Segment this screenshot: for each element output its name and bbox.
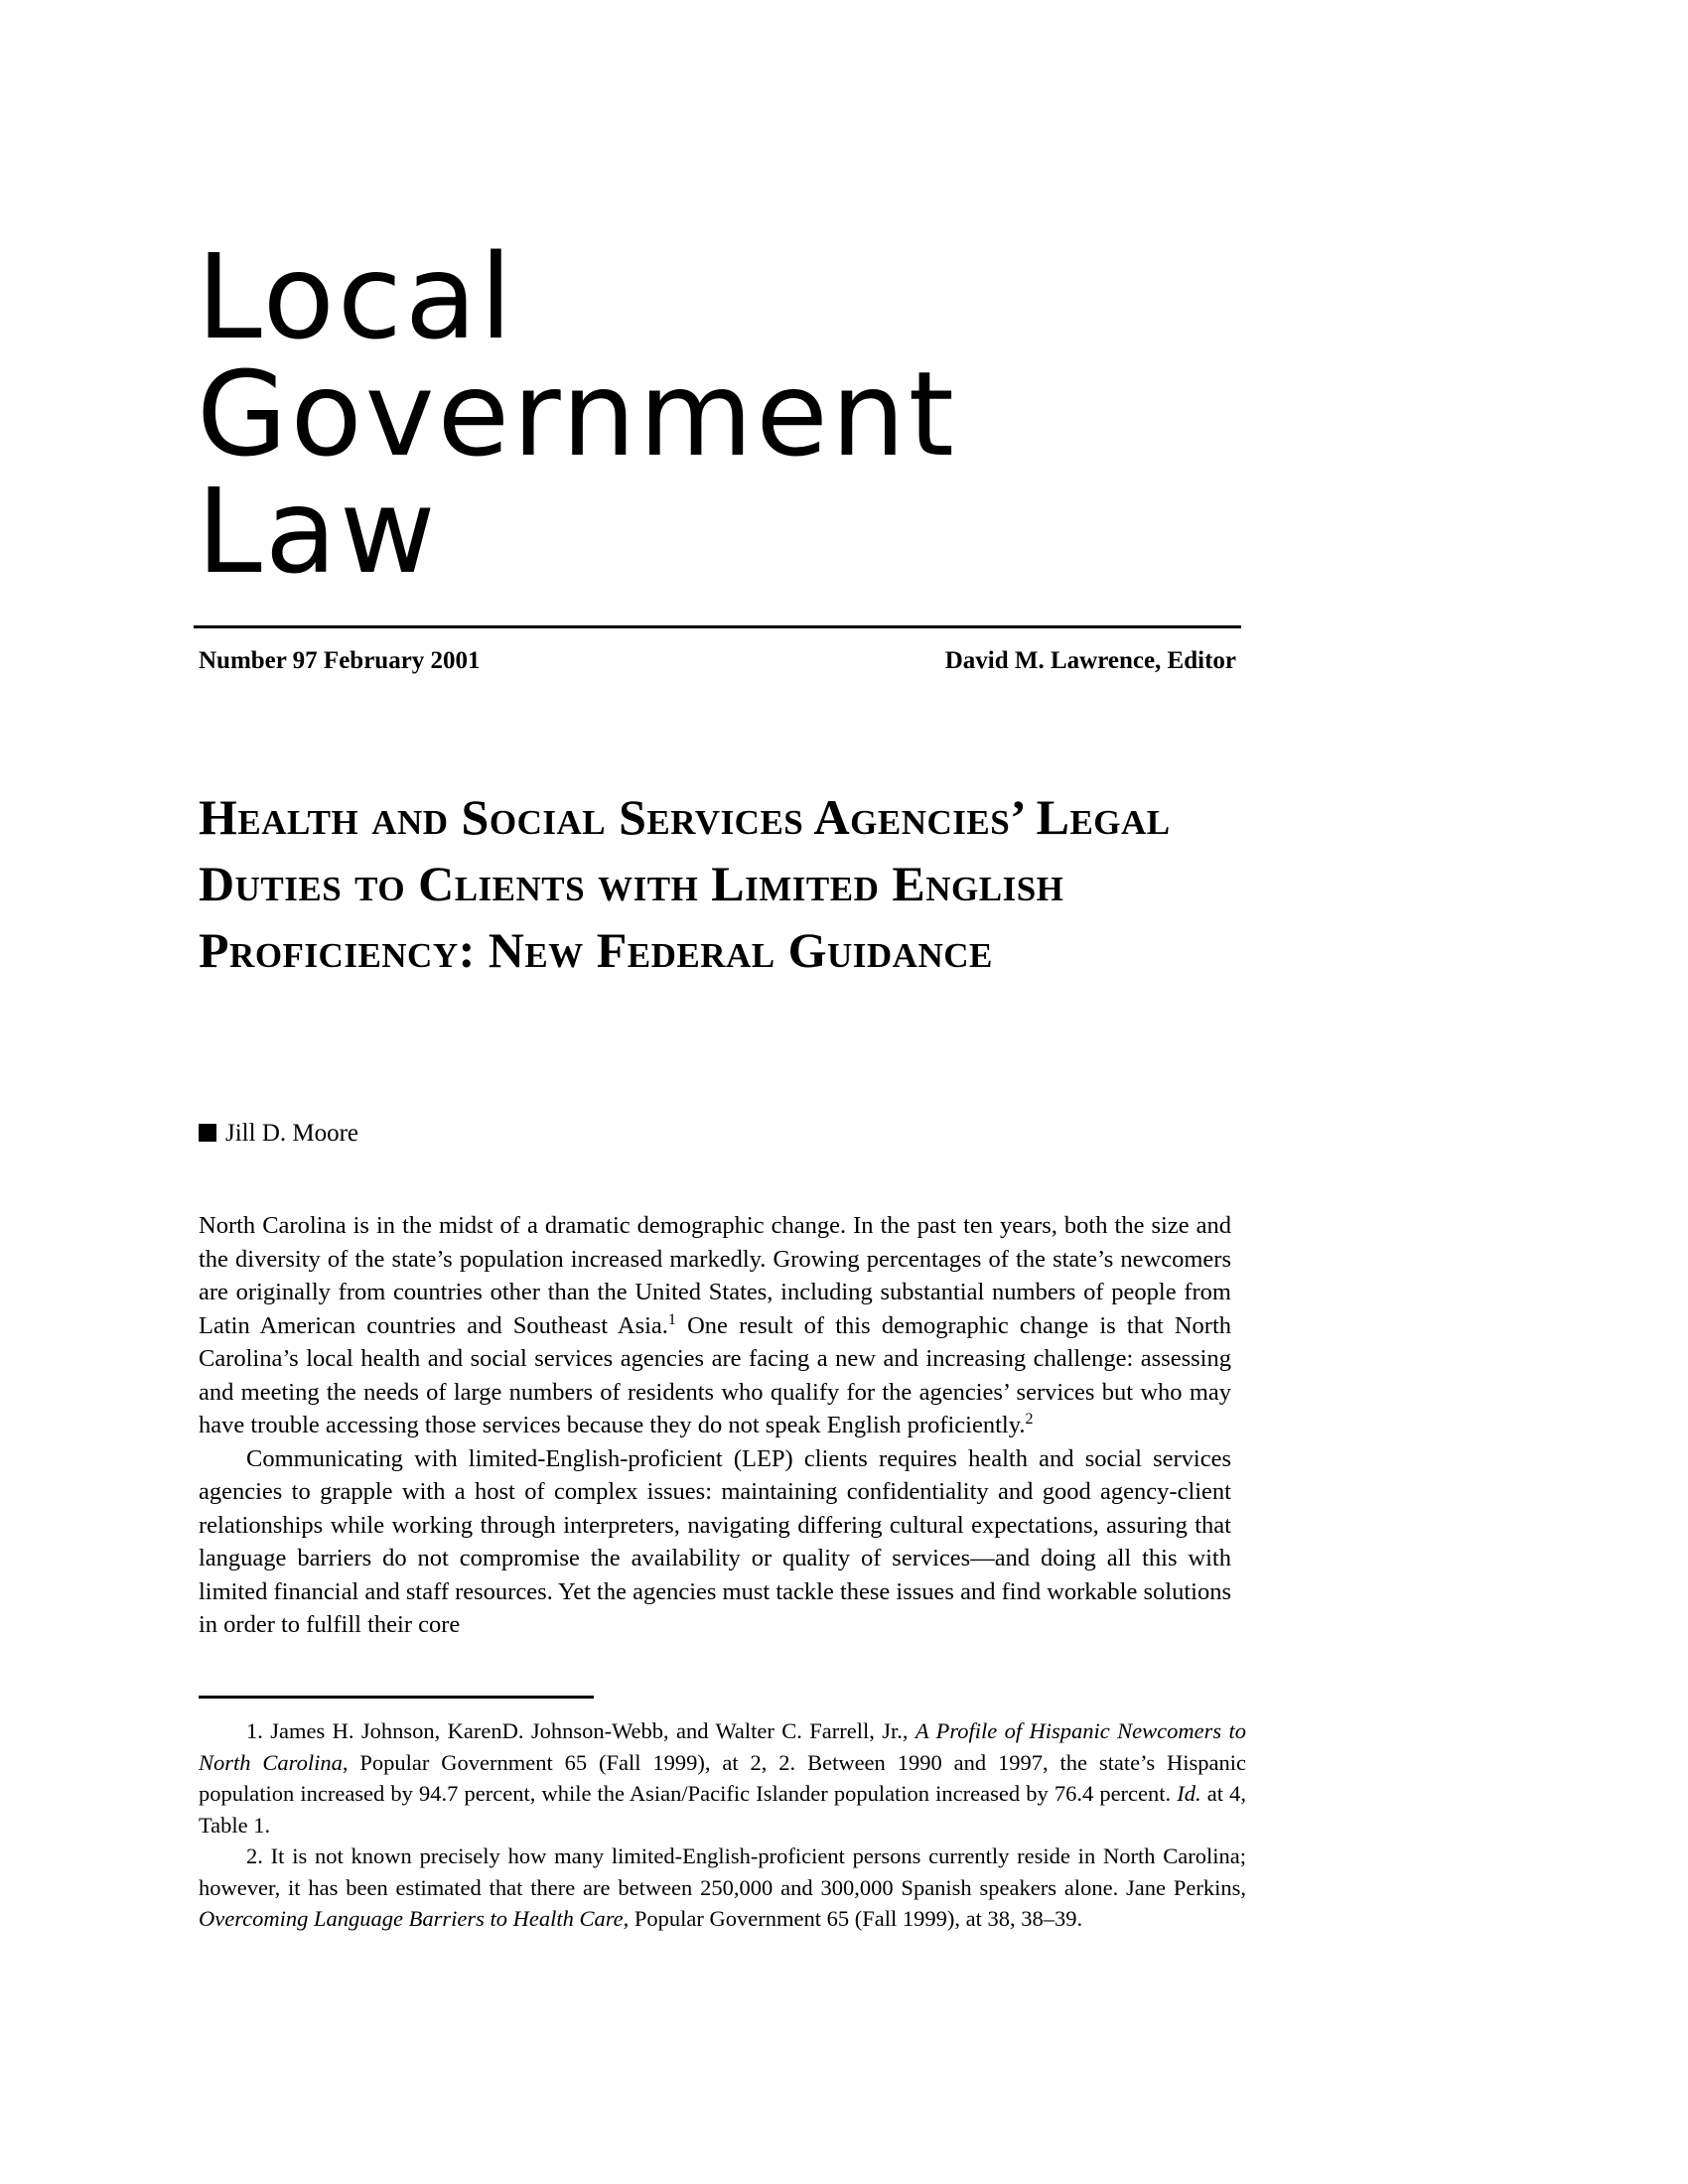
footnote-2 [199, 1841, 1246, 1935]
publication-masthead [197, 228, 957, 600]
issue-info-bar [199, 647, 1236, 675]
footnote-text: 2. It is not known precisely how many limited-English-proficient persons currently reside in North Carolina; however, it has been estimated that there are between 250,000 and 300,000 Spanish speakers alone. Jane Perkins, [199, 1843, 1246, 1900]
editor-credit: David M. Lawrence, Editor [944, 647, 1236, 674]
footnote-ref-2[interactable]: 2 [1025, 1410, 1034, 1428]
square-bullet-icon [199, 1124, 216, 1142]
footnote-text: at 4, Table 1. [199, 1781, 1246, 1838]
author-name: Jill D. Moore [225, 1120, 359, 1147]
body-paragraph-2: Communicating with limited-English-proficient (LEP) clients requires health and social services agencies to grapple with a host of complex issues: maintaining confidentiality and good agency-client relationships while working through interpreters, navigating differing cultural expectations, assuring that language barriers do not compromise the availability or quality of services—and doing all this with limited financial and staff resources. Yet the agencies must tackle these issues and find workable solutions in order to fulfill their core [199, 1444, 1231, 1638]
cited-title: A Profile of Hispanic Newcomers to North Carolina [199, 1718, 1246, 1775]
masthead-divider [194, 625, 1241, 628]
footnote-1 [199, 1715, 1246, 1841]
footnote-text: , Popular Government 65 (Fall 1999), at 2, 2. Between 1990 and 1997, the state’s Hispanic population increased by 94.7 percent, while the Asian/Pacific Islander population increased by 76.4 percent. [199, 1749, 1246, 1806]
cited-title: Overcoming Language Barriers to Health Care [199, 1906, 624, 1931]
article-body [199, 1209, 1231, 1642]
masthead-line-2: Government [197, 345, 957, 482]
paragraph-text: One result of this demographic change is that North Carolina’s local health and social services agencies are facing a new and increasing challenge: assessing and meeting the needs of large numbers of residents who qualify for the agencies’ services but who may have trouble accessing those services because they do not speak English proficiently. [199, 1311, 1232, 1438]
author-byline [199, 1120, 358, 1148]
article-title: Health and Social Services Agencies’ Legal Duties to Clients with Limited English Proficiency: New Federal Guidance [199, 789, 1171, 978]
footnote-divider [199, 1696, 594, 1699]
issue-number-date: Number 97 February 2001 [199, 647, 481, 674]
footnote-text: , Popular Government 65 (Fall 1999), at 38, 38–39. [623, 1906, 1083, 1931]
body-paragraph-1 [199, 1209, 1231, 1442]
footnote-ref-1[interactable]: 1 [667, 1310, 676, 1328]
paragraph-text: North Carolina is in the midst of a dramatic demographic change. In the past ten years, both the size and the diversity of the state’s population increased markedly. Growing percentages of the state’s newcomers are originally from countries other than the United States, including substantial numbers of people from Latin American countries and Southeast Asia. [199, 1212, 1231, 1339]
masthead-line-1: Local [197, 228, 515, 365]
footnotes-section [199, 1715, 1246, 1935]
footnote-text: 1. James H. Johnson, KarenD. Johnson-Webb, and Walter C. Farrell, Jr., [246, 1718, 915, 1743]
citation-id: Id. [1177, 1781, 1201, 1806]
masthead-line-3: Law [197, 463, 439, 600]
